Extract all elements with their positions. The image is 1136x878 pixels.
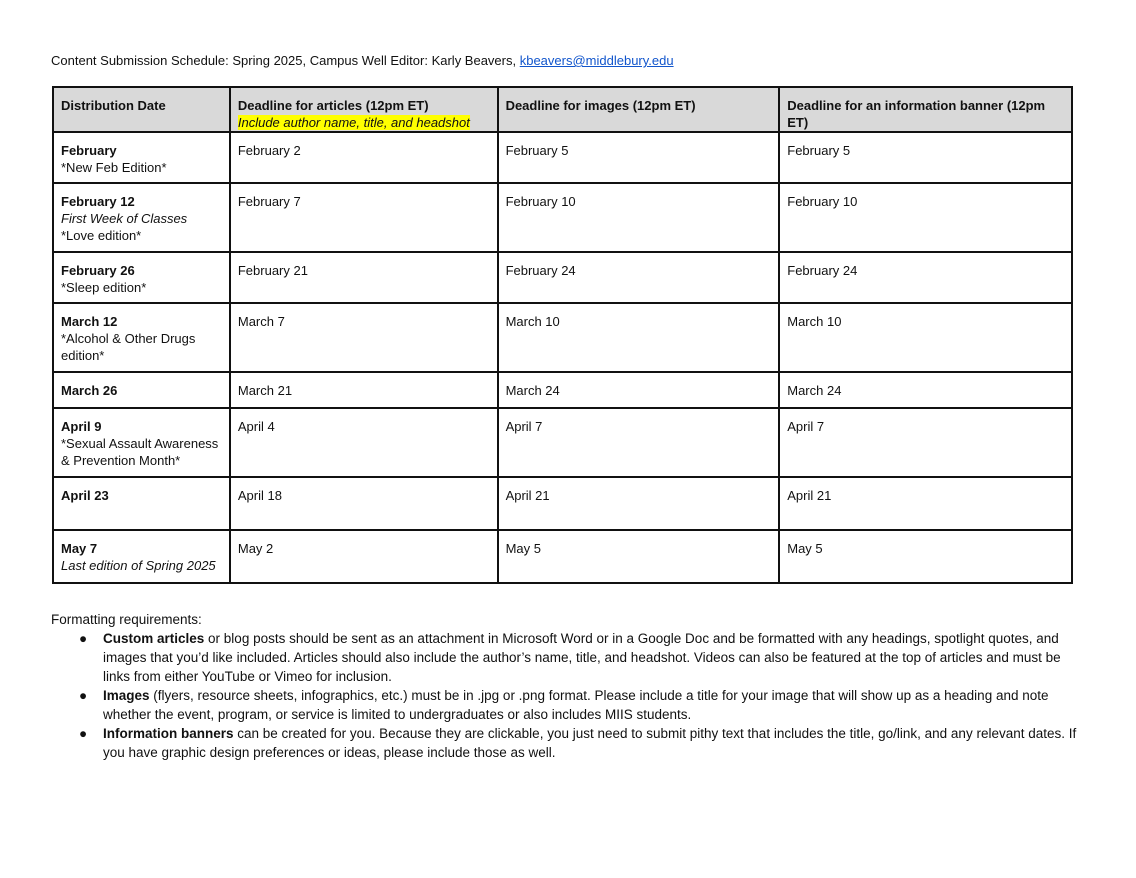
distribution-date: April 23 bbox=[61, 488, 109, 503]
edition-note: *New Feb Edition* bbox=[61, 160, 167, 175]
distribution-cell bbox=[53, 252, 230, 303]
table-row bbox=[53, 530, 1072, 583]
distribution-date: February 12 bbox=[61, 194, 135, 209]
edition-note: *Sleep edition* bbox=[61, 280, 147, 295]
item-lead: Images bbox=[103, 688, 150, 703]
header-articles-note: Include author name, title, and headshot bbox=[237, 115, 470, 130]
bullet-icon: ● bbox=[79, 726, 88, 741]
images-deadline-cell: May 5 bbox=[498, 530, 780, 583]
banner-deadline-cell: March 10 bbox=[779, 303, 1072, 372]
item-lead: Information banners bbox=[103, 726, 234, 741]
header-distribution-date: Distribution Date bbox=[53, 87, 230, 132]
distribution-date: May 7 bbox=[61, 541, 98, 556]
document-header bbox=[51, 52, 674, 70]
articles-deadline-cell: May 2 bbox=[230, 530, 498, 583]
table-row bbox=[53, 303, 1072, 372]
images-deadline-cell: March 24 bbox=[498, 372, 780, 408]
table-row bbox=[53, 252, 1072, 303]
header-text: Content Submission Schedule: Spring 2025, Campus Well Editor: Karly Beavers, bbox=[51, 53, 520, 68]
distribution-cell bbox=[53, 303, 230, 372]
banner-deadline-cell: April 21 bbox=[779, 477, 1072, 530]
articles-deadline-cell: April 18 bbox=[230, 477, 498, 530]
distribution-date: February bbox=[61, 143, 117, 158]
distribution-subtitle: First Week of Classes bbox=[61, 211, 188, 226]
item-text: or blog posts should be sent as an attachment in Microsoft Word or in a Google Doc and be formatted with any headings, spotlight quotes, and images that you’d like included. Articles should also include the author’s name, title, and headshot. Videos can also be featured at the top of articles and must be links from either YouTube or Vimeo for inclusion. bbox=[103, 631, 1061, 684]
table-header-row bbox=[53, 87, 1072, 132]
images-deadline-cell: March 10 bbox=[498, 303, 780, 372]
distribution-cell bbox=[53, 372, 230, 408]
images-deadline-cell: February 5 bbox=[498, 132, 780, 183]
edition-note: *Alcohol & Other Drugs edition* bbox=[61, 331, 196, 363]
distribution-subtitle: Last edition of Spring 2025 bbox=[61, 558, 216, 573]
bullet-icon: ● bbox=[79, 688, 88, 703]
distribution-cell bbox=[53, 477, 230, 530]
table-row bbox=[53, 372, 1072, 408]
images-deadline-cell: February 24 bbox=[498, 252, 780, 303]
table-row bbox=[53, 477, 1072, 530]
formatting-list bbox=[51, 629, 1091, 762]
list-item bbox=[51, 724, 1091, 762]
formatting-requirements bbox=[51, 610, 1091, 762]
editor-email-link[interactable]: kbeavers@middlebury.edu bbox=[519, 53, 674, 68]
table-row bbox=[53, 408, 1072, 477]
item-lead: Custom articles bbox=[103, 631, 205, 646]
distribution-date: February 26 bbox=[61, 263, 135, 278]
banner-deadline-cell: February 24 bbox=[779, 252, 1072, 303]
images-deadline-cell: February 10 bbox=[498, 183, 780, 252]
distribution-cell bbox=[53, 530, 230, 583]
header-articles-deadline bbox=[230, 87, 498, 132]
banner-deadline-cell: March 24 bbox=[779, 372, 1072, 408]
bullet-icon: ● bbox=[79, 631, 88, 646]
distribution-date: March 26 bbox=[61, 383, 118, 398]
table-row bbox=[53, 132, 1072, 183]
item-text: can be created for you. Because they are clickable, you just need to submit pithy text that includes the title, go/link, and any relevant dates. If you have graphic design preferences or ideas, please include those as well. bbox=[103, 726, 1077, 760]
header-banner-deadline: Deadline for an information banner (12pm ET) bbox=[779, 87, 1072, 132]
header-articles-label: Deadline for articles (12pm ET) bbox=[237, 98, 429, 113]
articles-deadline-cell: March 21 bbox=[230, 372, 498, 408]
articles-deadline-cell: March 7 bbox=[230, 303, 498, 372]
edition-note: *Love edition* bbox=[61, 228, 142, 243]
table-row bbox=[53, 183, 1072, 252]
articles-deadline-cell: February 21 bbox=[230, 252, 498, 303]
edition-note: *Sexual Assault Awareness & Prevention Month* bbox=[61, 436, 219, 468]
banner-deadline-cell: February 10 bbox=[779, 183, 1072, 252]
images-deadline-cell: April 21 bbox=[498, 477, 780, 530]
list-item bbox=[51, 686, 1091, 724]
header-images-deadline: Deadline for images (12pm ET) bbox=[498, 87, 780, 132]
articles-deadline-cell: February 7 bbox=[230, 183, 498, 252]
distribution-cell bbox=[53, 183, 230, 252]
list-item bbox=[51, 629, 1091, 686]
images-deadline-cell: April 7 bbox=[498, 408, 780, 477]
item-text: (flyers, resource sheets, infographics, etc.) must be in .jpg or .png format. Please include a title for your image that will show up as a heading and note whether the event, program, or service is limited to undergraduates or also includes MIIS students. bbox=[103, 688, 1049, 722]
banner-deadline-cell: April 7 bbox=[779, 408, 1072, 477]
articles-deadline-cell: April 4 bbox=[230, 408, 498, 477]
distribution-cell bbox=[53, 408, 230, 477]
submission-schedule-table bbox=[52, 86, 1073, 584]
distribution-date: March 12 bbox=[61, 314, 118, 329]
banner-deadline-cell: May 5 bbox=[779, 530, 1072, 583]
formatting-title: Formatting requirements: bbox=[51, 612, 202, 627]
banner-deadline-cell: February 5 bbox=[779, 132, 1072, 183]
articles-deadline-cell: February 2 bbox=[230, 132, 498, 183]
distribution-date: April 9 bbox=[61, 419, 102, 434]
distribution-cell bbox=[53, 132, 230, 183]
